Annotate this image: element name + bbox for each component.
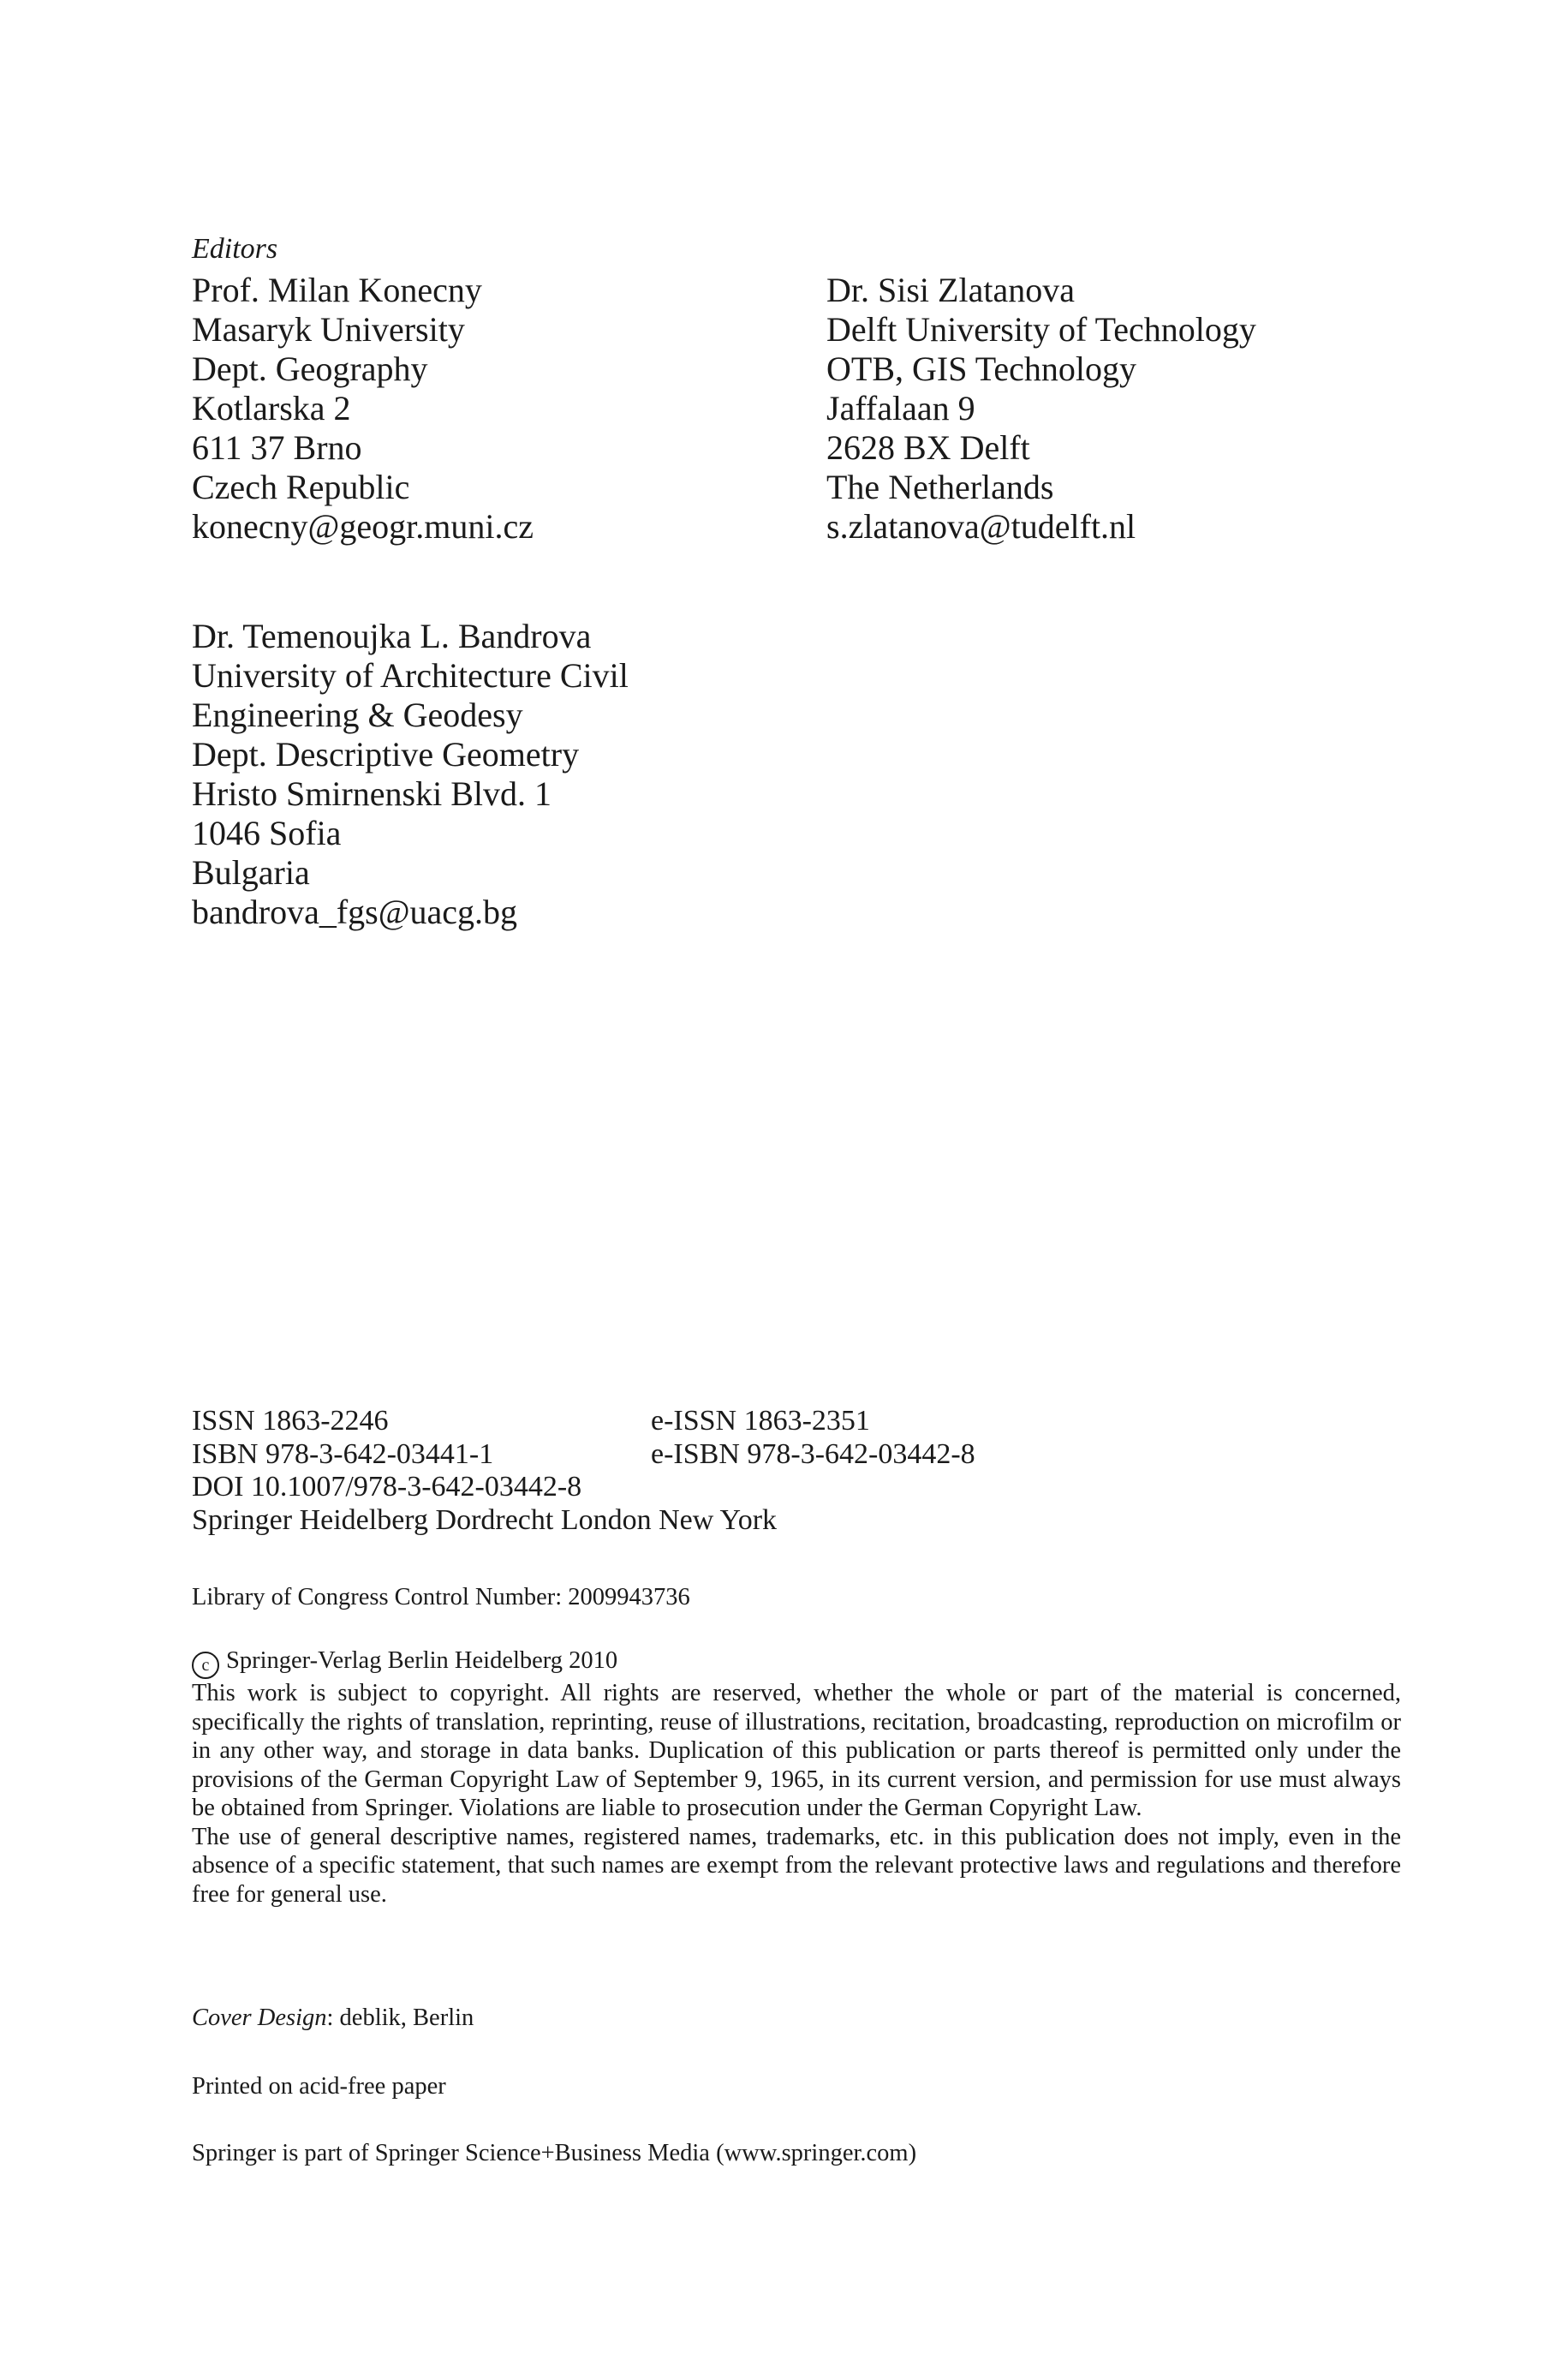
editor-email: konecny@geogr.muni.cz [192,507,534,546]
copyright-icon: c [192,1652,219,1679]
isbn-row [192,1437,975,1472]
loc-control-number: Library of Congress Control Number: 2009943736 [192,1584,690,1610]
publisher-line: Springer Heidelberg Dordrecht London New York [192,1503,778,1536]
editor-address-zlatanova [826,271,1256,547]
editor-city: 2628 BX Delft [826,428,1030,467]
publication-identifiers [192,1405,975,1537]
editor-city: 611 37 Brno [192,428,362,467]
issn: ISSN 1863-2246 [192,1405,389,1437]
editor-institution: University of Architecture Civil [192,656,629,695]
editor-department: Dept. Geography [192,350,428,388]
editor-email: s.zlatanova@tudelft.nl [826,507,1136,546]
editor-country: Czech Republic [192,468,410,506]
editor-name: Dr. Temenoujka L. Bandrova [192,617,592,655]
editor-institution: Masaryk University [192,310,465,349]
springer-part-note: Springer is part of Springer Science+Business Media (www.springer.com) [192,2140,917,2166]
eisbn: e-ISBN 978-3-642-03442-8 [651,1437,975,1470]
trademark-paragraph: The use of general descriptive names, registered names, trademarks, etc. in this publication does not imply, even in the absence of a specific statement, that such names are exempt from the relevant protective laws and regulations and therefore free for general use. [192,1823,1401,1908]
doi: DOI 10.1007/978-3-642-03442-8 [192,1471,582,1503]
editor-institution: Delft University of Technology [826,310,1256,349]
issn-row [192,1405,870,1438]
isbn: ISBN 978-3-642-03441-1 [192,1437,494,1470]
editor-address-bandrova [192,617,629,932]
editor-country: Bulgaria [192,853,310,892]
editor-institution-cont: Engineering & Geodesy [192,696,523,734]
editor-street: Hristo Smirnenski Blvd. 1 [192,774,552,813]
printed-note: Printed on acid-free paper [192,2073,446,2100]
editor-department: Dept. Descriptive Geometry [192,735,580,774]
editor-country: The Netherlands [826,468,1054,506]
editor-address-konecny [192,271,534,547]
editor-street: Jaffalaan 9 [826,389,975,427]
copyright-paragraph: This work is subject to copyright. All rights are reserved, whether the whole or part of the material is concerned, specifically the rights of translation, reprinting, reuse of illustrations, recitation, broadcasting, reproduction on microfilm or in any other way, and storage in data banks. Duplication of this publication or parts thereof is permitted only under the provisions of the German Copyright Law of September 9, 1965, in its current version, and permission for use must always be obtained from Springer. Violations are liable to prosecution under the German Copyright Law. [192,1680,1401,1821]
copyright-notice [192,1646,1401,1909]
cover-design-value: : deblik, Berlin [326,2005,474,2031]
editor-name: Dr. Sisi Zlatanova [826,271,1075,309]
cover-design [192,2004,1401,2033]
editors-label: Editors [192,233,278,265]
cover-design-label: Cover Design [192,2005,327,2031]
copyright-line [192,1646,1401,1679]
editor-city: 1046 Sofia [192,814,342,852]
eissn: e-ISSN 1863-2351 [651,1405,870,1437]
editor-name: Prof. Milan Konecny [192,271,482,309]
editor-email: bandrova_fgs@uacg.bg [192,893,518,931]
editor-department: OTB, GIS Technology [826,350,1136,388]
editor-street: Kotlarska 2 [192,389,351,427]
copyright-holder: Springer-Verlag Berlin Heidelberg 2010 [226,1647,618,1674]
